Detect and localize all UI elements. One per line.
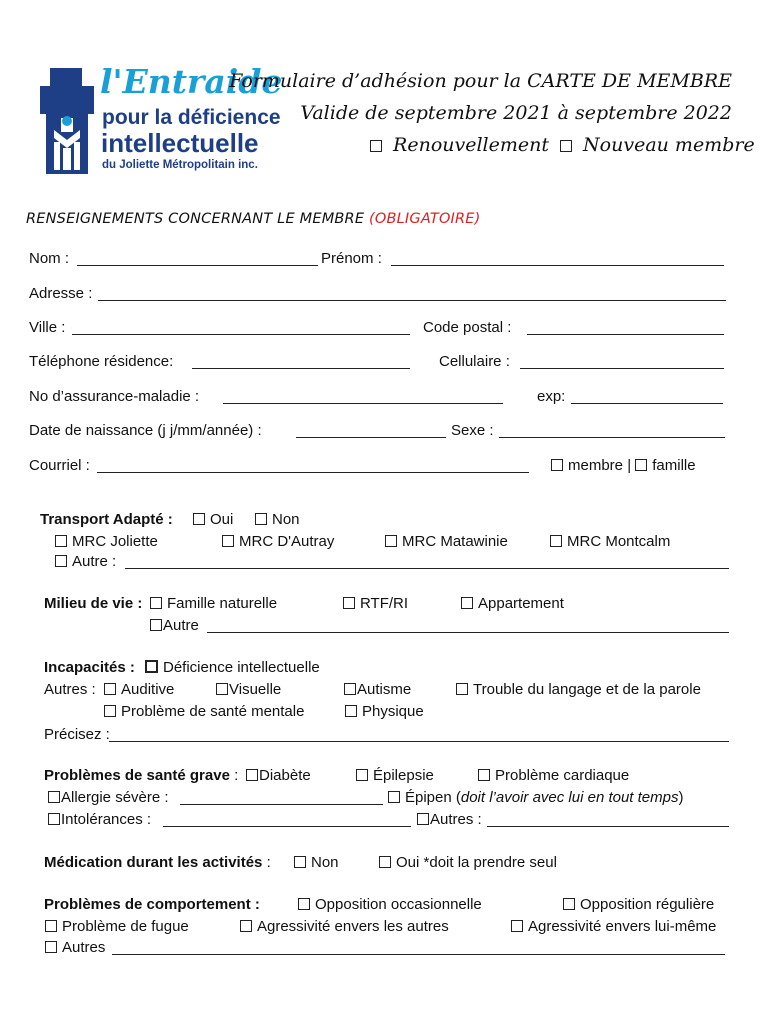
comp-autres-label: Autres [62,939,106,956]
renew-label: Renouvellement [387,134,550,156]
incap-autres-label: Autres : [44,681,96,698]
tel-res-field[interactable] [192,368,410,369]
sante-allergie-checkbox[interactable] [48,791,60,803]
sexe-field[interactable] [499,437,725,438]
sante-epipen-close: ) [678,789,684,806]
comp-aggr-soi-label: Agressivité envers lui-même [528,918,717,935]
incap-physique-label: Physique [362,703,424,720]
mrc-joliette[interactable] [55,533,158,550]
milieu-famille[interactable] [150,595,277,612]
sante-autres-label: Autres : [430,811,482,828]
milieu-rtf[interactable] [343,595,408,612]
logo-subtitle-3: du Joliette Métropolitain inc. [102,159,258,171]
sante-epipen[interactable] [388,789,684,806]
medication-label: Médication durant les activités [44,854,263,871]
mrc-montcalm-checkbox[interactable] [550,535,562,547]
mrc-montcalm-label: MRC Montcalm [567,533,671,550]
incap-visuelle[interactable] [216,681,281,698]
milieu-autre-label: Autre [163,617,199,634]
sante-epilepsie-label: Épilepsie [373,767,434,784]
transport-label: Transport Adapté : [40,511,173,528]
separator: | [627,457,632,474]
membre-option[interactable] [551,457,696,474]
logo-subtitle-2: intellectuelle [101,128,259,158]
courriel-label: Courriel : [29,457,90,474]
milieu-appartement-label: Appartement [478,595,564,612]
naissance-label: Date de naissance (j j/mm/année) : [29,422,262,439]
comp-occasionnelle-checkbox[interactable] [298,898,310,910]
incap-langage-checkbox[interactable] [456,683,468,695]
comp-occasionnelle[interactable] [298,896,482,913]
milieu-label: Milieu de vie : [44,595,143,612]
incap-di[interactable] [145,659,320,676]
sante-epipen-note: doit l’avoir avec lui en tout temps [460,789,679,806]
ville-field[interactable] [72,334,410,335]
code-postal-field[interactable] [527,334,724,335]
courriel-field[interactable] [97,472,529,473]
section-required: (OBLIGATOIRE) [369,211,481,227]
new-checkbox[interactable] [560,140,572,152]
naissance-field[interactable] [296,437,446,438]
comp-fugue[interactable] [45,918,189,935]
tel-res-label: Téléphone résidence: [29,353,174,370]
cellulaire-label: Cellulaire : [439,353,510,370]
sante-cardiaque[interactable] [478,767,629,784]
sexe-label: Sexe : [451,422,494,439]
membre-label: membre [568,457,624,474]
logo-title: l'Entraide [100,62,283,101]
medication-oui-checkbox[interactable] [379,856,391,868]
medication-colon: : [262,854,271,871]
milieu-famille-checkbox[interactable] [150,597,162,609]
sante-diabete-label: Diabète [259,767,311,784]
medication-non-label: Non [311,854,339,871]
milieu-appartement-checkbox[interactable] [461,597,473,609]
mrc-matawinie-checkbox[interactable] [385,535,397,547]
mrc-matawinie[interactable] [385,533,508,550]
milieu-autre[interactable] [150,617,199,634]
milieu-famille-label: Famille naturelle [167,595,278,612]
comp-reguliere-label: Opposition régulière [580,896,715,913]
transport-non[interactable] [255,511,300,528]
milieu-autre-field[interactable] [207,632,729,633]
cellulaire-field[interactable] [520,368,724,369]
sante-epilepsie-checkbox[interactable] [356,769,368,781]
mrc-dautray[interactable] [222,533,334,550]
sante-colon: : [229,767,239,784]
transport-oui[interactable] [193,511,233,528]
assurance-field[interactable] [223,403,503,404]
prenom-label: Prénom : [321,250,382,267]
sante-allergie-field[interactable] [180,804,383,805]
comp-autres[interactable] [45,939,105,956]
comp-autres-checkbox[interactable] [45,941,57,953]
incap-autisme-checkbox[interactable] [344,683,356,695]
transport-autre-checkbox[interactable] [55,555,67,567]
sante-epipen-checkbox[interactable] [388,791,400,803]
sante-epipen-label: Épipen ( [405,789,461,806]
incap-langage-label: Trouble du langage et de la parole [473,681,701,698]
transport-oui-label: Oui [210,511,234,528]
incap-physique-checkbox[interactable] [345,705,357,717]
comp-aggr-soi[interactable] [511,918,716,935]
incap-autisme[interactable] [344,681,411,698]
logo-subtitle-1: pour la déficience [102,106,281,129]
incap-sante-mentale[interactable] [104,703,304,720]
comp-autres-field[interactable] [112,954,725,955]
comp-reguliere-checkbox[interactable] [563,898,575,910]
sante-cardiaque-label: Problème cardiaque [495,767,630,784]
membre-checkbox[interactable] [551,459,563,471]
incap-sante-mentale-label: Problème de santé mentale [121,703,305,720]
incap-di-checkbox[interactable] [145,660,158,673]
incap-auditive-checkbox[interactable] [104,683,116,695]
sante-autres-checkbox[interactable] [417,813,429,825]
option-renew[interactable] [370,134,549,156]
transport-autre[interactable] [55,553,116,570]
milieu-rtf-checkbox[interactable] [343,597,355,609]
sante-autres-field[interactable] [487,826,729,827]
incap-physique[interactable] [345,703,424,720]
transport-non-label: Non [272,511,300,528]
famille-checkbox[interactable] [635,459,647,471]
mrc-montcalm[interactable] [550,533,670,550]
transport-autre-field[interactable] [125,568,729,569]
mrc-matawinie-label: MRC Matawinie [402,533,508,550]
sante-heading [44,767,238,784]
transport-autre-label: Autre : [72,553,117,570]
milieu-rtf-label: RTF/RI [360,595,409,612]
milieu-appartement[interactable] [461,595,564,612]
ville-label: Ville : [29,319,66,336]
comp-occasionnelle-label: Opposition occasionnelle [315,896,482,913]
exp-label: exp: [537,388,566,405]
sante-intolerances[interactable] [48,811,151,828]
incap-sante-mentale-checkbox[interactable] [104,705,116,717]
precisez-field[interactable] [109,741,729,742]
comp-aggr-autres[interactable] [240,918,449,935]
sante-cardiaque-checkbox[interactable] [478,769,490,781]
mrc-joliette-checkbox[interactable] [55,535,67,547]
comp-aggr-autres-checkbox[interactable] [240,920,252,932]
comp-reguliere[interactable] [563,896,714,913]
mrc-joliette-label: MRC Joliette [72,533,158,550]
new-label: Nouveau membre [577,134,755,156]
milieu-autre-checkbox[interactable] [150,619,162,631]
section-title-text: RENSEIGNEMENTS CONCERNANT LE MEMBRE [26,211,370,227]
nom-field[interactable] [77,265,318,266]
medication-non[interactable] [294,854,339,871]
medication-oui-label: Oui *doit la prendre seul [396,854,557,871]
logo-figure-icon [40,68,94,174]
comp-aggr-soi-checkbox[interactable] [511,920,523,932]
incap-visuelle-label: Visuelle [229,681,282,698]
comp-aggr-autres-label: Agressivité envers les autres [257,918,449,935]
transport-non-checkbox[interactable] [255,513,267,525]
code-postal-label: Code postal : [423,319,512,336]
mrc-dautray-checkbox[interactable] [222,535,234,547]
option-new[interactable] [560,134,755,156]
medication-oui[interactable] [379,854,557,871]
form-title: Formulaire d’adhésion pour la CARTE DE MEMBRE [229,70,732,92]
medication-heading [44,854,271,871]
incap-autisme-label: Autisme [357,681,412,698]
nom-label: Nom : [29,250,70,267]
sante-intolerances-label: Intolérances : [61,811,152,828]
assurance-label: No d’assurance-maladie : [29,388,200,405]
mrc-dautray-label: MRC D'Autray [239,533,335,550]
incap-langage[interactable] [456,681,701,698]
sante-label: Problèmes de santé grave [44,767,230,784]
sante-intolerances-checkbox[interactable] [48,813,60,825]
incap-visuelle-checkbox[interactable] [216,683,228,695]
adresse-label: Adresse : [29,285,93,302]
section-title [26,211,481,227]
comportement-label: Problèmes de comportement : [44,896,260,913]
comp-fugue-checkbox[interactable] [45,920,57,932]
sante-diabete[interactable] [246,767,311,784]
medication-non-checkbox[interactable] [294,856,306,868]
adresse-field[interactable] [98,300,726,301]
incap-di-label: Déficience intellectuelle [163,659,320,676]
exp-field[interactable] [571,403,723,404]
form-validity: Valide de septembre 2021 à septembre 2022 [300,102,732,124]
sante-autres[interactable] [417,811,482,828]
incap-auditive[interactable] [104,681,174,698]
famille-label: famille [652,457,696,474]
prenom-field[interactable] [391,265,724,266]
comp-fugue-label: Problème de fugue [62,918,189,935]
precisez-label: Précisez : [44,726,110,743]
renew-checkbox[interactable] [370,140,382,152]
sante-epilepsie[interactable] [356,767,434,784]
incapacites-label: Incapacités : [44,659,135,676]
sante-allergie-label: Allergie sévère : [61,789,169,806]
sante-allergie[interactable] [48,789,169,806]
incap-auditive-label: Auditive [121,681,175,698]
sante-intolerances-field[interactable] [163,826,411,827]
transport-oui-checkbox[interactable] [193,513,205,525]
sante-diabete-checkbox[interactable] [246,769,258,781]
